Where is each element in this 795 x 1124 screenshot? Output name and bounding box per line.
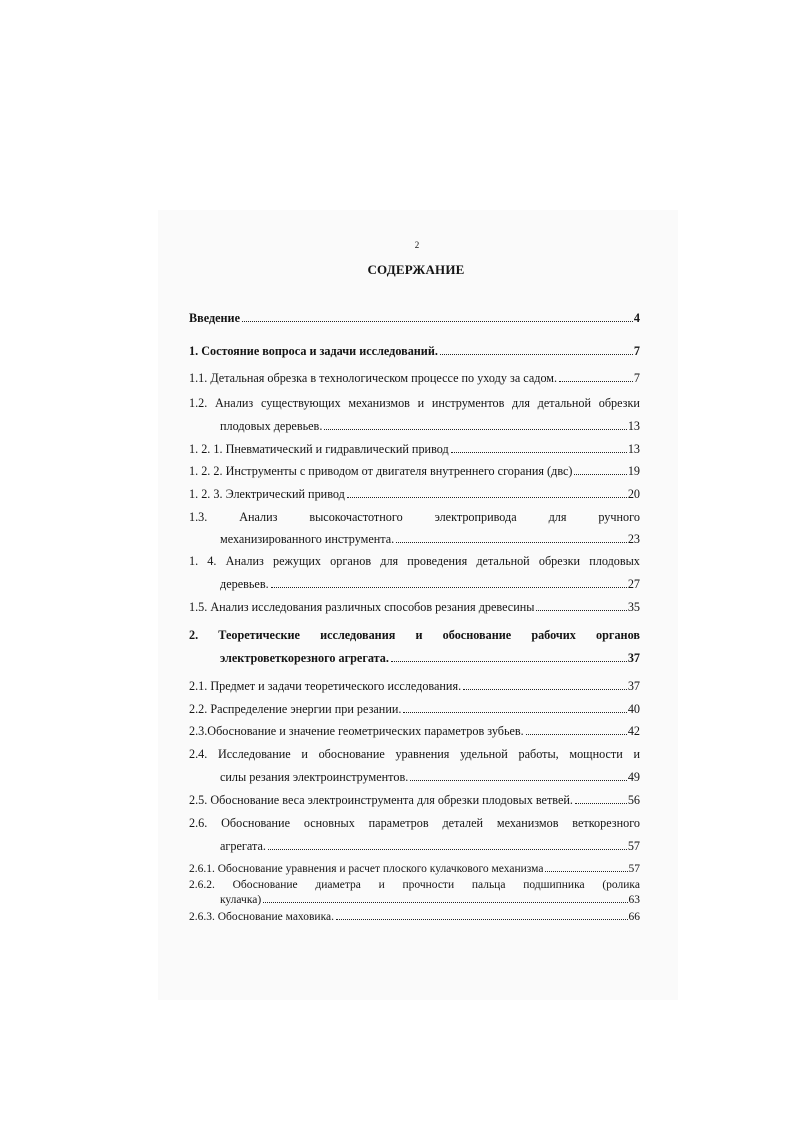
toc-word: Обоснование xyxy=(221,816,290,830)
dot-leader xyxy=(440,354,633,355)
toc-entry-2-2[interactable] xyxy=(189,701,640,717)
toc-entry-2-6-2-line2[interactable] xyxy=(220,893,640,907)
toc-word: исследования xyxy=(320,628,396,642)
toc-entry-text: 2.3.Обоснование и значение геометрических параметров зубьев. xyxy=(189,724,524,738)
toc-entry-text: 2.6.3. Обоснование маховика. xyxy=(189,911,334,923)
toc-word: ручного xyxy=(598,510,640,524)
toc-word: Исследование xyxy=(217,747,291,761)
toc-entry-text: электроветкорезного агрегата. xyxy=(220,651,389,665)
toc-page-number: 57 xyxy=(628,863,640,875)
toc-word: 1.2. xyxy=(189,396,208,410)
toc-word: веткорезного xyxy=(572,816,640,830)
toc-word: 1. xyxy=(189,554,199,568)
toc-word: органов xyxy=(330,554,372,568)
toc-page-number: 7 xyxy=(633,344,640,358)
toc-word: диаметра xyxy=(315,879,361,891)
toc-word: 2. xyxy=(189,628,199,642)
dot-leader xyxy=(396,542,627,543)
dot-leader xyxy=(463,689,627,690)
toc-entry-text: 2.2. Распределение энергии при резании. xyxy=(189,702,402,716)
toc-entry-1-3-line1[interactable] xyxy=(189,509,640,525)
toc-entry-1-2-line2[interactable] xyxy=(220,418,640,434)
toc-word: детальной xyxy=(537,396,592,410)
toc-word: Анализ xyxy=(239,510,278,524)
toc-word: удельной xyxy=(460,747,508,761)
toc-entry-text: агрегата. xyxy=(220,839,266,853)
toc-entry-1-2-line1[interactable] xyxy=(189,395,640,411)
toc-word: обрезки xyxy=(538,554,581,568)
dot-leader xyxy=(347,497,627,498)
toc-word: и xyxy=(301,747,308,761)
toc-entry-1-1[interactable] xyxy=(189,370,640,386)
toc-word: детальной xyxy=(476,554,530,568)
toc-entry-2-6-line2[interactable] xyxy=(220,838,640,854)
toc-page-number: 57 xyxy=(627,839,640,853)
toc-page-number: 63 xyxy=(628,894,640,906)
toc-entry-text: Введение xyxy=(189,311,240,325)
toc-word: Анализ xyxy=(225,554,264,568)
toc-word: механизмов xyxy=(496,816,559,830)
toc-entry-text: 2.6.1. Обоснование уравнения и расчет плоского кулачкового механизма xyxy=(189,863,544,875)
toc-word: 4. xyxy=(207,554,217,568)
toc-word: подшипника xyxy=(523,879,585,891)
toc-word: механизмов xyxy=(348,396,410,410)
toc-word: плодовых xyxy=(589,554,640,568)
toc-word: параметров xyxy=(368,816,429,830)
toc-entry-text: 1.1. Детальная обрезка в технологическом процессе по уходу за садом. xyxy=(189,371,558,385)
toc-word: основных xyxy=(303,816,355,830)
toc-page-number: 13 xyxy=(627,442,640,456)
dot-leader xyxy=(410,780,627,781)
toc-page-number: 66 xyxy=(628,911,640,923)
toc-word: (ролика xyxy=(602,879,640,891)
toc-entry-chapter-1[interactable] xyxy=(189,343,640,359)
toc-word: существующих xyxy=(260,396,341,410)
toc-word: высокочастотного xyxy=(309,510,403,524)
toc-word: и xyxy=(415,628,423,642)
toc-entry-2-6-line1[interactable] xyxy=(189,815,640,831)
dot-leader xyxy=(536,610,626,611)
toc-entry-1-2-3[interactable] xyxy=(189,486,640,502)
toc-entry-text: 2.5. Обоснование веса электроинструмента для обрезки плодовых ветвей. xyxy=(189,793,573,807)
toc-word: электропривода xyxy=(434,510,517,524)
toc-entry-text: 1. Состояние вопроса и задачи исследований. xyxy=(189,344,438,358)
dot-leader xyxy=(391,661,627,662)
toc-page-number: 35 xyxy=(627,600,640,614)
toc-word: и xyxy=(378,879,385,891)
toc-word: рабочих xyxy=(531,628,576,642)
toc-entry-1-4-line1[interactable] xyxy=(189,553,640,569)
toc-word: прочности xyxy=(402,879,455,891)
toc-word: органов xyxy=(596,628,640,642)
dot-leader xyxy=(403,712,626,713)
toc-page-number: 19 xyxy=(627,464,640,478)
toc-page-number: 4 xyxy=(633,311,640,325)
toc-word: деталей xyxy=(442,816,484,830)
toc-word: уравнения xyxy=(395,747,450,761)
toc-word: обоснование xyxy=(442,628,512,642)
page-number: 2 xyxy=(414,240,420,250)
toc-entry-text: плодовых деревьев. xyxy=(220,419,323,433)
toc-word: Теоретические xyxy=(218,628,300,642)
toc-entry-2-1[interactable] xyxy=(189,678,640,694)
toc-word: мощности xyxy=(569,747,623,761)
toc-page-number: 40 xyxy=(627,702,640,716)
toc-page-number: 37 xyxy=(627,651,640,665)
toc-word: работы, xyxy=(518,747,559,761)
toc-entry-text: 1. 2. 1. Пневматический и гидравлический привод xyxy=(189,442,449,456)
toc-entry-text: деревьев. xyxy=(220,577,269,591)
toc-entry-1-4-line2[interactable] xyxy=(220,576,640,592)
toc-word: проведения xyxy=(407,554,468,568)
dot-leader xyxy=(451,452,627,453)
toc-page-number: 20 xyxy=(627,487,640,501)
toc-entry-text: 2.1. Предмет и задачи теоретического исследования. xyxy=(189,679,462,693)
toc-entry-1-3-line2[interactable] xyxy=(220,531,640,547)
toc-word: обрезки xyxy=(598,396,640,410)
dot-leader xyxy=(242,321,633,322)
page-title: СОДЕРЖАНИЕ xyxy=(367,262,465,277)
dot-leader xyxy=(263,902,627,903)
dot-leader xyxy=(268,849,627,850)
toc-entry-1-2-1[interactable] xyxy=(189,441,640,457)
toc-word: для xyxy=(512,396,530,410)
toc-word: 2.6. xyxy=(189,816,208,830)
toc-page-number: 56 xyxy=(627,793,640,807)
toc-page-number: 23 xyxy=(627,532,640,546)
toc-page-number: 13 xyxy=(627,419,640,433)
toc-word: для xyxy=(548,510,567,524)
toc-word: для xyxy=(380,554,399,568)
toc-entry-2-5[interactable] xyxy=(189,792,640,808)
toc-entry-chapter-2-line1[interactable] xyxy=(189,627,640,643)
dot-leader xyxy=(545,871,627,872)
toc-word: 1.3. xyxy=(189,510,208,524)
toc-page-number: 7 xyxy=(633,371,640,385)
dot-leader xyxy=(575,803,627,804)
toc-word: обоснование xyxy=(318,747,385,761)
toc-page-number: 42 xyxy=(627,724,640,738)
toc-entry-2-6-3[interactable] xyxy=(189,910,640,924)
toc-entry-text: механизированного инструмента. xyxy=(220,532,395,546)
toc-word: инструментов xyxy=(431,396,505,410)
toc-entry-2-4-line2[interactable] xyxy=(220,769,640,785)
toc-entry-text: 1.5. Анализ исследования различных способов резания древесины xyxy=(189,600,535,614)
toc-entry-2-6-1[interactable] xyxy=(189,862,640,876)
toc-word: пальца xyxy=(471,879,506,891)
toc-page-number: 37 xyxy=(627,679,640,693)
toc-entry-text: кулачка) xyxy=(220,894,262,906)
toc-word: Обоснование xyxy=(232,879,298,891)
toc-word: Анализ xyxy=(214,396,254,410)
toc-entry-text: силы резания электроинструментов. xyxy=(220,770,409,784)
toc-entry-text: 1. 2. 2. Инструменты с приводом от двигателя внутреннего сгорания (двс) xyxy=(189,464,573,478)
toc-entry-1-2-2[interactable] xyxy=(189,463,640,479)
toc-entry-2-6-2-line1[interactable] xyxy=(189,878,640,892)
toc-word: и xyxy=(633,747,640,761)
toc-word: 2.6.2. xyxy=(189,879,215,891)
toc-entry-text: 1. 2. 3. Электрический привод xyxy=(189,487,345,501)
toc-entry-intro[interactable] xyxy=(189,310,640,326)
dot-leader xyxy=(271,587,627,588)
toc-entry-2-3[interactable] xyxy=(189,723,640,739)
dot-leader xyxy=(574,474,626,475)
toc-page-number: 49 xyxy=(627,770,640,784)
toc-entry-2-4-line1[interactable] xyxy=(189,746,640,762)
toc-word: 2.4. xyxy=(189,747,208,761)
toc-entry-chapter-2-line2[interactable] xyxy=(220,650,640,666)
dot-leader xyxy=(336,919,628,920)
dot-leader xyxy=(324,429,626,430)
toc-word: и xyxy=(417,396,425,410)
toc-entry-1-5[interactable] xyxy=(189,599,640,615)
toc-word: режущих xyxy=(272,554,321,568)
dot-leader xyxy=(559,381,633,382)
dot-leader xyxy=(526,734,627,735)
toc-page-number: 27 xyxy=(627,577,640,591)
